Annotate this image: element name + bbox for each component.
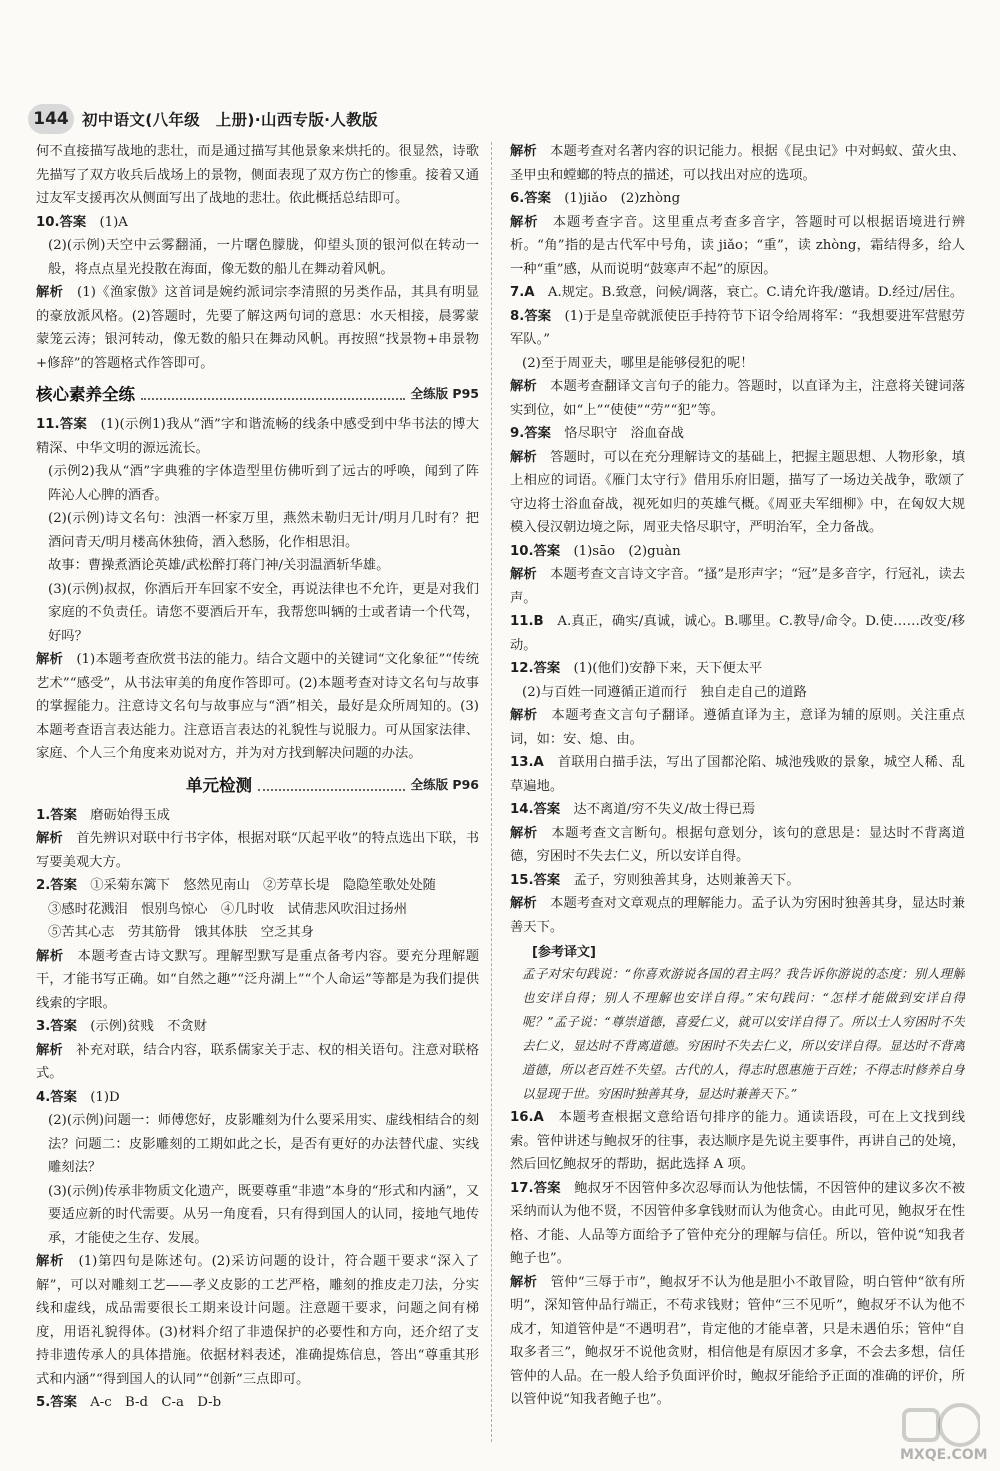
answer-label: 11.B (510, 614, 544, 629)
answer-text: 首先辨识对联中行书字体，根据对联“仄起平收”的特点选出下联，书写要美观大方。 (36, 831, 479, 870)
answer-text: (2)至于周亚夫，哪里是能够侵犯的呢！ (522, 355, 754, 371)
answer-label: 解析 (510, 1274, 538, 1290)
answer-text: (1)(示例1)我从“酒”字和谐流畅的线条中感受到中华书法的博大精深、中华文明的源远流长。 (36, 417, 479, 456)
left-column (36, 140, 479, 1465)
answer-line (36, 413, 479, 460)
section-header-unit-test (36, 770, 479, 798)
answer-label: 解析 (36, 285, 64, 300)
answer-line (36, 1109, 479, 1180)
answer-label: 8.答案 (510, 308, 552, 324)
answer-text: 孟子，穷则独善其身，达则兼善天下。 (560, 872, 800, 888)
answer-line (510, 892, 965, 939)
column-divider (491, 142, 492, 1442)
answer-line (510, 446, 965, 540)
answer-line (510, 211, 965, 282)
answer-text: (1)D (76, 1089, 120, 1105)
answer-text: 本题考查文言诗文字音。“搔”是形声字；“冠”是多音字，行冠礼，读去声。 (510, 567, 965, 606)
answer-label: 解析 (36, 948, 64, 964)
answer-label: 解析 (510, 567, 537, 582)
intro-analysis (510, 140, 965, 187)
book-title: 初中语文(八年级 上册)·山西专版·人教版 (82, 111, 378, 129)
answer-text: 补充对联，结合内容，联系儒家关于志、权的相关语句。注意对联格式。 (36, 1042, 479, 1081)
answer-line (510, 422, 965, 446)
section-title: 单元检测 (186, 775, 252, 795)
reference-translation-body: 孟子对宋句践说：“你喜欢游说各国的君主吗？我告诉你游说的态度：别人理解也安详自得；别人不理解也安详自得。”宋句践问：“怎样才能做到安详自得呢？”孟子说：“尊崇道德，喜爱仁义，就可以安详自得了。所以士人穷困时不失去仁义，显达时不背离道德。穷困时不失去仁义，所以安详自得。显达时不背离道德，所以老百姓不失望。古代的人，得志时恩惠施于百姓；不得志时修养自身以显现于世。穷困时独善其身，显达时兼善天下。” (522, 966, 965, 1101)
answer-text: 恪尽职守 浴血奋战 (550, 426, 684, 441)
intro-paragraph: 何不直接描写战地的悲壮，而是通过描写其他景象来烘托的。很显然，诗歌先描写了双方收兵后战场上的景物，侧面表现了双方伤亡的惨重。接着又通过友军支援再次从侧面写出了战地的悲壮。依此概括总结即可。 (36, 144, 479, 206)
answer-line (36, 554, 479, 578)
answer-line (36, 460, 479, 507)
answer-text: 本题考查文言句子翻译。遵循直译为主，意译为辅的原则。关注重点词，如：安、熄、由。 (510, 708, 965, 747)
answer-line (510, 375, 965, 422)
question-3 (36, 1015, 479, 1086)
answer-line (36, 1039, 479, 1086)
page-number: 144 (28, 104, 74, 134)
answer-label: 3.答案 (36, 1019, 77, 1034)
answer-line (510, 187, 965, 211)
answer-text: 本题考查翻译文言句子的能力。答题时，以直译为主，注意将关键词落实到位，如“上”“使使”“劳”“犯”等。 (510, 379, 965, 418)
answer-label: 解析 (510, 825, 538, 841)
answer-text: (2)(示例)天空中云雾翻涌，一片曙色朦胧，仰望头顶的银河似在转动一般，将点点星光投散在海面，像无数的船儿在舞动着风帆。 (48, 238, 479, 277)
answer-line (510, 281, 965, 305)
analysis-text: 本题考查对名著内容的识记能力。根据《昆虫记》中对蚂蚁、萤火虫、圣甲虫和螳螂的特点的描述，可以找出对应的选项。 (510, 144, 965, 183)
answer-label: 6.答案 (510, 191, 551, 206)
answer-label: 16.A (510, 1110, 544, 1125)
answer-text: ③感时花溅泪 恨别鸟惊心 ④几时收 试倩悲风吹泪过扬州 (48, 901, 408, 917)
reference-translation-title: [参考译文] (532, 945, 596, 960)
question-11 (36, 413, 479, 766)
right-column (510, 140, 965, 1465)
answer-line (510, 1177, 965, 1271)
answer-label: 解析 (36, 1254, 65, 1269)
answer-label: 2.答案 (36, 878, 77, 893)
question-1 (36, 804, 479, 875)
answer-text: (示例)贫贱 不贪财 (76, 1019, 207, 1034)
answer-label: 12.答案 (510, 661, 561, 676)
section-ref: 全练版 P95 (410, 386, 479, 401)
answer-label: 解析 (36, 1042, 63, 1058)
answers-6-15 (510, 187, 965, 939)
answer-text: 达不离道/穷不失义/故士得已焉 (560, 802, 756, 817)
answer-label: 17.答案 (510, 1180, 561, 1196)
answer-label: 13.A (510, 755, 544, 770)
answer-text: 管仲“三辱于市”，鲍叔牙不认为他是胆小不敢冒险，明白管仲“欲有所明”，深知管仲品行端正，不苟求钱财；管仲“三不见听”，鲍叔牙不认为他不成才，知道管仲是“不遇明君”，肯定他的才能卓著，只是未遇伯乐；管仲“自取多者三”，鲍叔牙不说他贪财，相信他是有原因才多拿，不会去多想，信任管仲的人品。在一般人给予负面评价时，鲍叔牙能给予正面的准确的评价，所以管仲说“知我者鲍子也”。 (510, 1274, 965, 1407)
answer-line (36, 945, 479, 1016)
page-header (28, 104, 378, 134)
answer-line (36, 648, 479, 766)
question-4 (36, 1086, 479, 1392)
answer-line (510, 751, 965, 798)
section-leader (141, 398, 405, 400)
question-5 (36, 1391, 479, 1415)
answer-text: (3)(示例)叔叔，你酒后开车回家不安全，再说法律也不允许，更是对我们家庭的不负责任。请您不要酒后开车，我帮您叫辆的士或者请一个代驾，好吗？ (48, 581, 479, 644)
answer-line (36, 281, 479, 375)
watermark-icon (900, 1400, 980, 1450)
answer-text: (1)《渔家傲》这首词是婉约派词宗李清照的另类作品，其具有明显的豪放派风格。(2)答题时，先要了解这两句词的意思：水天相接，晨雾蒙蒙笼云涛；银河转动，像无数的船只在舞动风帆。再按照“找景物+串景物+修辞”的答题格式作答即可。 (36, 285, 479, 371)
answer-text: (1)于是皇帝就派使臣手持符节下诏令给周将军：“我想要进军营慰劳军队。” (510, 308, 965, 347)
answers-16-17 (510, 1106, 965, 1412)
section-ref: 全练版 P96 (410, 776, 479, 792)
answer-line (510, 657, 965, 681)
answer-line (510, 822, 965, 869)
answer-text: 本题考查文言断句。根据句意划分，该句的意思是：显达时不背离道德，穷困时不失去仁义，所以安详自得。 (510, 825, 965, 864)
answer-text: (3)(示例)传承非物质文化遗产，既要尊重“非遗”本身的“形式和内涵”，又要适应新的时代需要。从另一角度看，只有得到国人的认同，接地气地传承，才能使之生存、发展。 (48, 1183, 479, 1246)
answer-text: 答题时，可以在充分理解诗文的基础上，把握主题思想、人物形象，填上相应的词语。《雁门太守行》借用乐府旧题，描写了一场边关战争，歌颂了守边将士浴血奋战，视死如归的英雄气概。《周亚夫军细柳》中，在匈奴大规模入侵汉朝边境之际，周亚夫恪尽职守，严明治军，全力备战。 (510, 449, 965, 535)
answer-label: 解析 (510, 896, 537, 911)
answer-line (510, 1106, 965, 1177)
answer-line (36, 827, 479, 874)
answer-text: (1)第四句是陈述句。(2)采访问题的设计，符合题干要求“深入了解”，可以对雕刻工艺——孝义皮影的工艺严格，雕刻的推皮走刀法，分实线和虚线，成品需要很长工期来设计问题。注意题干要求，问题之间有梯度，用语礼貌得体。(3)材料介绍了非遗保护的必要性和方向，还介绍了支持非遗传承人的具体措施。依据材料表述，准确提炼信息，答出“尊重其形式和内涵”“得到国人的认同”“创新”三点即可。 (36, 1254, 479, 1387)
answer-label: 解析 (510, 708, 538, 723)
answer-text: A.真正，确实/真诚，诚心。B.哪里。C.教导/命令。D.使……改变/移动。 (510, 614, 965, 653)
answer-label: 1.答案 (36, 807, 77, 823)
answer-label: 4.答案 (36, 1089, 77, 1105)
answer-text: 本题考查对文章观点的理解能力。孟子认为穷困时独善其身，显达时兼善天下。 (510, 896, 965, 935)
section-header-core (36, 379, 479, 407)
answer-text: 本题考查字音。这里重点考查多音字，答题时可以根据语境进行辨析。“角”指的是古代军中号角，读 jiǎo；“重”，读 zhòng，霜结得多，给人一种“重”感，从而说明“鼓寒声不起”的原因。 (510, 214, 965, 277)
answer-text: 磨砺始得玉成 (76, 807, 170, 823)
answer-line (36, 874, 479, 898)
answer-line (36, 804, 479, 828)
answer-line (510, 704, 965, 751)
answer-text: ①采菊东篱下 悠然见南山 ②芳草长堤 隐隐笙歌处处随 (76, 878, 436, 893)
answer-text: (2)(示例)诗文名句：浊酒一杯家万里，燕然未勒归无计/明月几时有？把酒问青天/明月楼高休独倚，酒入愁肠，化作相思泪。 (48, 511, 479, 550)
answer-text: ⑤苦其心志 劳其筋骨 饿其体肤 空乏其身 (48, 925, 314, 940)
analysis-label: 解析 (510, 144, 537, 159)
answer-line (510, 798, 965, 822)
answer-text: (1)sāo (2)guàn (560, 543, 681, 559)
answer-label: 解析 (510, 214, 539, 230)
answer-line (36, 211, 479, 235)
answer-label: 解析 (510, 449, 537, 465)
answer-line (510, 869, 965, 893)
answer-line (510, 610, 965, 657)
answer-text: (1)jiǎo (2)zhòng (550, 191, 681, 206)
answer-line (36, 234, 479, 281)
answer-line (510, 352, 965, 376)
answer-line (36, 1180, 479, 1251)
question-2 (36, 874, 479, 1015)
answer-line (510, 681, 965, 705)
answer-text: (2)(示例)问题一：师傅您好，皮影雕刻为什么要采用实、虚线相结合的刻法？问题二：皮影雕刻的工期如此之长，是否有更好的办法替代虚、实线雕刻法？ (48, 1113, 479, 1175)
answer-line (36, 1086, 479, 1110)
answer-label: 11.答案 (36, 417, 88, 432)
section-leader (258, 789, 405, 791)
answer-line (36, 578, 479, 649)
watermark-site: MXQE.COM (900, 1447, 988, 1463)
answer-text: 首联用白描手法，写出了国都沦陷、城池残败的景象，城空人稀、乱草遍地。 (510, 755, 965, 794)
answer-line (36, 898, 479, 922)
answer-label: 10.答案 (36, 214, 87, 230)
answer-line (510, 540, 965, 564)
answer-label: 解析 (510, 379, 537, 394)
answer-text: (2)与百姓一同遵循正道而行 独自走自己的道路 (522, 684, 807, 700)
answer-label: 9.答案 (510, 426, 551, 441)
answer-label: 5.答案 (36, 1395, 77, 1410)
answer-text: 本题考查根据文意给语句排序的能力。通读语段，可在上文找到线索。管仲讲述与鲍叔牙的往事，表达顺序是先说主要事件，再讲自己的处境，然后回忆鲍叔牙的帮助，据此选择 A 项。 (510, 1110, 965, 1172)
answer-line (510, 305, 965, 352)
answer-text: 本题考查古诗文默写。理解型默写是重点备考内容。要充分理解题干，才能书写正确。如“自然之趣”“泛舟湖上”“个人命运”等都是为我们提供线索的字眼。 (36, 948, 479, 1011)
answer-label: 15.答案 (510, 872, 561, 888)
answer-text: (示例2)我从“酒”字典雅的字体造型里仿佛听到了远古的呼唤，闻到了阵阵沁人心脾的酒香。 (48, 464, 479, 503)
answer-label: 14.答案 (510, 802, 561, 817)
answer-label: 10.答案 (510, 543, 561, 559)
answer-text: (1)本题考查欣赏书法的能力。结合文题中的关键词“文化象征”“传统艺术”“感受”，从书法审美的角度作答即可。(2)本题考查对诗文名句与故事的掌握能力。注意诗文名句与故事应与“酒”相关，最好是众所周知的。(3)本题考查语言表达能力。注意语言表达的礼貌性与说服力。可从国家法律、家庭、个人三个角度来劝说对方，并为对方找到解决问题的办法。 (36, 652, 479, 761)
answer-line (36, 1015, 479, 1039)
answer-label: 7.A (510, 285, 535, 300)
answer-label: 解析 (36, 652, 63, 667)
question-10 (36, 211, 479, 376)
answer-text: A.规定。B.致意，问候/调落，衰亡。C.请允许我/邀请。D.经过/居住。 (534, 285, 964, 300)
answer-text: (1)(他们)安静下来，天下便太平 (560, 661, 763, 676)
answer-line (510, 1271, 965, 1412)
answer-text: A-c B-d C-a D-b (76, 1395, 222, 1410)
answer-line (36, 507, 479, 554)
answer-text: 故事：曹操煮酒论英雄/武松醉打蒋门神/关羽温酒斩华雄。 (48, 558, 390, 573)
answer-line (510, 563, 965, 610)
answer-text: 鲍叔牙不因管仲多次忍辱而认为他怯懦，不因管仲的建议多次不被采纳而认为他不贤，不因管仲多拿钱财而认为他贪心。由此可见，鲍叔牙在性格、才能、人品等方面给予了管仲充分的理解与信任。所以，管仲说“知我者鲍子也”。 (510, 1180, 965, 1266)
answer-line (36, 921, 479, 945)
answer-text: (1)A (86, 214, 128, 230)
answer-label: 解析 (36, 831, 63, 846)
answer-line (36, 1250, 479, 1391)
section-title: 核心素养全练 (36, 385, 135, 404)
